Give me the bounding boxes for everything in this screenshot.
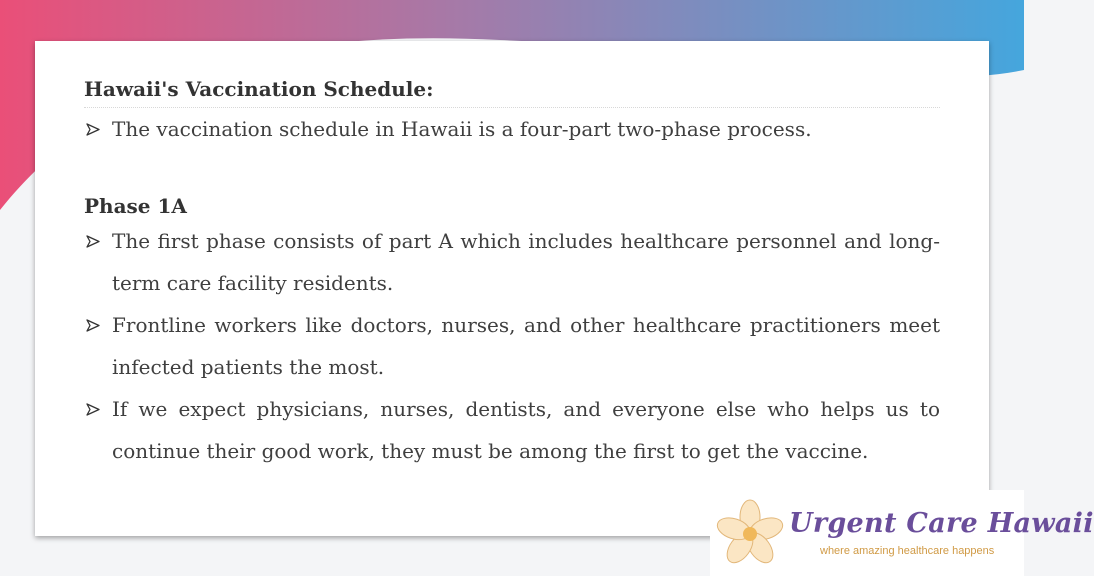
arrow-bullet-icon [84,108,104,150]
slide-content [84,75,940,472]
phase-list [84,220,940,472]
intro-list [84,108,940,150]
logo-tagline: where amazing healthcare happens [820,545,995,557]
list-item [84,108,940,150]
list-item-text: Frontline workers like doctors, nurses, and other healthcare practitioners meet infected patients the most. [112,313,940,379]
list-item [84,388,940,472]
arrow-bullet-icon [84,220,104,262]
list-item-text: The first phase consists of part A which includes healthcare personnel and long-term care facility residents. [112,229,940,295]
phase-heading: Phase 1A [84,194,187,218]
list-item-text: The vaccination schedule in Hawaii is a four-part two-phase process. [112,117,812,141]
arrow-bullet-icon [84,388,104,430]
plumeria-flower-icon [714,498,786,574]
urgent-care-hawaii-logo [710,490,1094,576]
content-card [35,41,989,536]
logo-name: Urgent Care Hawaii [789,508,1094,539]
arrow-bullet-icon [84,304,104,346]
slide-heading: Hawaii's Vaccination Schedule: [84,75,940,108]
list-item [84,220,940,304]
list-item-text: If we expect physicians, nurses, dentists, and everyone else who helps us to continue their good work, they must be among the first to get the vaccine. [112,397,940,463]
list-item [84,304,940,388]
